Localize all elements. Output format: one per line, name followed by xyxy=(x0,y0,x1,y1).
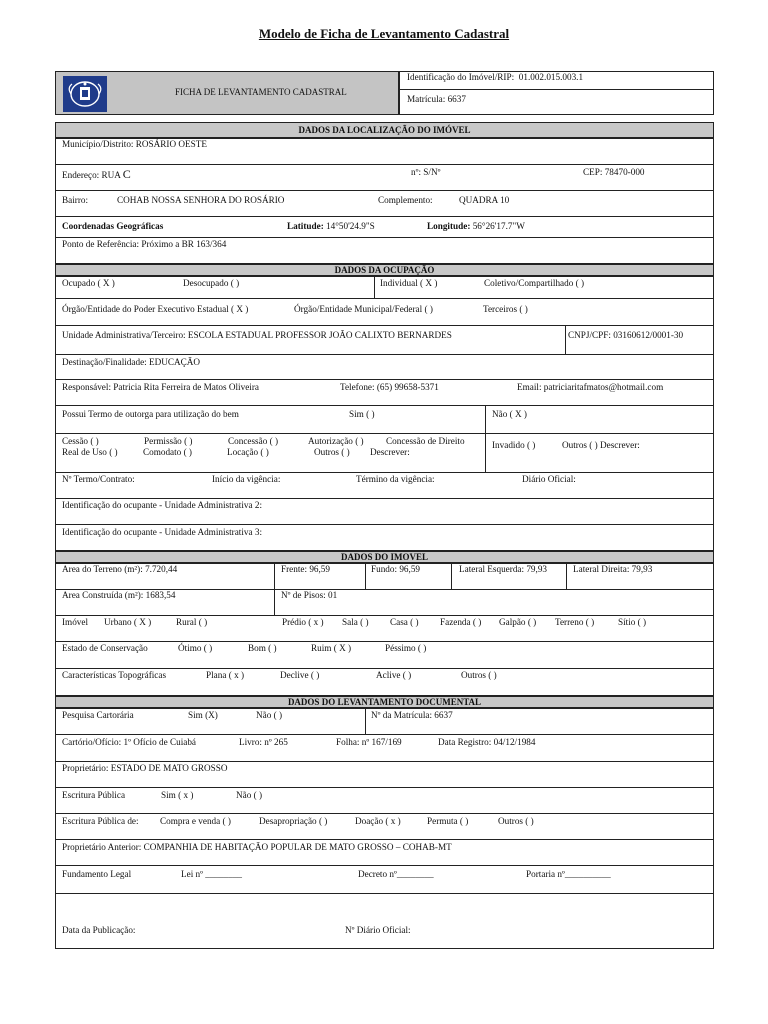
predio-checkbox[interactable]: Prédio ( x ) xyxy=(282,617,324,627)
sala-checkbox[interactable]: Sala ( ) xyxy=(342,617,369,627)
plana-checkbox[interactable]: Plana ( x ) xyxy=(206,670,245,680)
pesquisa-cartoraria-label: Pesquisa Cartorária xyxy=(62,710,134,720)
latitude-field: Latitude: 14°50'24.9"S xyxy=(287,221,375,231)
declive-checkbox[interactable]: Declive ( ) xyxy=(280,670,320,680)
desapropriacao-checkbox[interactable]: Desapropriação ( ) xyxy=(259,816,328,826)
invadido-checkbox[interactable]: Invadido ( ) xyxy=(492,440,536,450)
data-registro-field: Data Registro: 04/12/1984 xyxy=(438,737,536,747)
termo-contrato-field: Nº Termo/Contrato: xyxy=(62,474,135,484)
termo-nao-checkbox[interactable]: Não ( X ) xyxy=(492,409,527,419)
section-localizacao: DADOS DA LOCALIZAÇÃO DO IMÓVEL xyxy=(55,122,714,138)
longitude-field: Longitude: 56°26'17.7"W xyxy=(427,221,525,231)
outros-checkbox[interactable]: Outros ( ) xyxy=(314,447,350,457)
desocupado-checkbox[interactable]: Desocupado ( ) xyxy=(183,278,240,288)
unidade-field: Unidade Administrativa/Terceiro: ESCOLA ESTADUAL PROFESSOR JOÃO CALIXTO BERNARDES xyxy=(62,330,452,340)
section-ocupacao: DADOS DA OCUPAÇÃO xyxy=(55,264,714,276)
descrever-label: Descrever: xyxy=(370,447,410,457)
conservacao-label: Estado de Conservação xyxy=(62,643,148,653)
individual-checkbox[interactable]: Individual ( X ) xyxy=(380,278,438,288)
otimo-checkbox[interactable]: Ótimo ( ) xyxy=(178,643,213,653)
fundamento-legal-label: Fundamento Legal xyxy=(62,869,132,879)
termo-outorga-label: Possui Termo de outorga para utilização do bem xyxy=(62,409,239,419)
section-imovel: DADOS DO IMOVEL xyxy=(55,551,714,563)
bairro-label: Bairro: xyxy=(62,195,89,205)
form-title: FICHA DE LEVANTAMENTO CADASTRAL xyxy=(175,87,347,97)
escritura-sim-checkbox[interactable]: Sim ( x ) xyxy=(161,790,194,800)
autorizacao-checkbox[interactable]: Autorização ( ) xyxy=(308,436,364,446)
coordenadas-label: Coordenadas Geográficas xyxy=(62,221,164,231)
escritura-label: Escritura Pública xyxy=(62,790,126,800)
aclive-checkbox[interactable]: Aclive ( ) xyxy=(376,670,412,680)
pesquisa-nao-checkbox[interactable]: Não ( ) xyxy=(256,710,283,720)
responsavel-field: Responsável: Patricia Rita Ferreira de Matos Oliveira xyxy=(62,382,259,392)
diario-oficial-num-field: Nº Diário Oficial: xyxy=(345,925,411,935)
ruim-checkbox[interactable]: Ruim ( X ) xyxy=(311,643,352,653)
casa-checkbox[interactable]: Casa ( ) xyxy=(390,617,419,627)
inicio-vigencia-field: Início da vigência: xyxy=(212,474,281,484)
referencia-field: Ponto de Referência: Próximo a BR 163/364 xyxy=(62,239,227,249)
concessao-direito-label: Concessão de Direito xyxy=(386,436,465,446)
fazenda-checkbox[interactable]: Fazenda ( ) xyxy=(440,617,482,627)
locacao-checkbox[interactable]: Locação ( ) xyxy=(227,447,269,457)
sitio-checkbox[interactable]: Sítio ( ) xyxy=(618,617,647,627)
pesquisa-sim-checkbox[interactable]: Sim (X) xyxy=(188,710,218,720)
numero-field: nº: S/Nº xyxy=(411,167,441,177)
permuta-checkbox[interactable]: Permuta ( ) xyxy=(427,816,469,826)
complemento-value: QUADRA 10 xyxy=(459,195,510,205)
urbano-checkbox[interactable]: Urbano ( X ) xyxy=(104,617,152,627)
bom-checkbox[interactable]: Bom ( ) xyxy=(248,643,277,653)
complemento-label: Complemento: xyxy=(378,195,433,205)
termino-vigencia-field: Término da vigência: xyxy=(356,474,435,484)
section-documental: DADOS DO LEVANTAMENTO DOCUMENTAL xyxy=(55,696,714,708)
terreno-checkbox[interactable]: Terreno ( ) xyxy=(555,617,595,627)
ident-ocupante-2: Identificação do ocupante - Unidade Administrativa 2: xyxy=(62,500,263,510)
bairro-value: COHAB NOSSA SENHORA DO ROSÁRIO xyxy=(117,195,285,205)
cnpj-field: CNPJ/CPF: 03160612/0001-30 xyxy=(568,330,684,340)
imovel-label: Imóvel xyxy=(62,617,89,627)
area-construida-field: Area Construída (m²): 1683,54 xyxy=(62,590,176,600)
termo-sim-checkbox[interactable]: Sim ( ) xyxy=(349,409,375,419)
diario-oficial-field: Diário Oficial: xyxy=(522,474,576,484)
doc-matricula-field: Nº da Matrícula: 6637 xyxy=(371,710,453,720)
decreto-field: Decreto nº________ xyxy=(358,869,434,879)
galpao-checkbox[interactable]: Galpão ( ) xyxy=(499,617,537,627)
coletivo-checkbox[interactable]: Coletivo/Compartilhado ( ) xyxy=(484,278,585,288)
terceiros-checkbox[interactable]: Terceiros ( ) xyxy=(483,304,528,314)
rural-checkbox[interactable]: Rural ( ) xyxy=(176,617,208,627)
compra-venda-checkbox[interactable]: Compra e venda ( ) xyxy=(160,816,231,826)
escritura-de-label: Escritura Pública de: xyxy=(62,816,139,826)
cessao-checkbox[interactable]: Cessão ( ) xyxy=(62,436,99,446)
proprietario-anterior-field: Proprietário Anterior: COMPANHIA DE HABITAÇÃO POPULAR DE MATO GROSSO – COHAB-MT xyxy=(62,842,452,852)
cartorio-field: Cartório/Ofício: 1º Ofício de Cuiabá xyxy=(62,737,196,747)
pessimo-checkbox[interactable]: Péssimo ( ) xyxy=(385,643,427,653)
lateral-esquerda-field: Lateral Esquerda: 79,93 xyxy=(459,564,548,574)
fundo-field: Fundo: 96,59 xyxy=(371,564,421,574)
cep-field: CEP: 78470-000 xyxy=(583,167,645,177)
outros-descrever-checkbox[interactable]: Outros ( ) Descrever: xyxy=(562,440,640,450)
municipio-field: Município/Distrito: ROSÁRIO OESTE xyxy=(62,139,207,149)
concessao-checkbox[interactable]: Concessão ( ) xyxy=(228,436,279,446)
outros-topo-checkbox[interactable]: Outros ( ) xyxy=(461,670,497,680)
page-title: Modelo de Ficha de Levantamento Cadastral xyxy=(258,26,510,41)
comodato-checkbox[interactable]: Comodato ( ) xyxy=(143,447,192,457)
topografia-label: Características Topográficas xyxy=(62,670,167,680)
folha-field: Folha: nº 167/169 xyxy=(336,737,402,747)
outros-escritura-checkbox[interactable]: Outros ( ) xyxy=(498,816,534,826)
state-coat-of-arms-icon xyxy=(63,76,107,112)
email-field: Email: patriciaritafmatos@hotmail.com xyxy=(517,382,664,392)
permissao-checkbox[interactable]: Permissão ( ) xyxy=(144,436,193,446)
pisos-field: Nº de Pisos: 01 xyxy=(281,590,338,600)
ocupado-checkbox[interactable]: Ocupado ( X ) xyxy=(62,278,115,288)
proprietario-field: Proprietário: ESTADO DE MATO GROSSO xyxy=(62,763,228,773)
destinacao-field: Destinação/Finalidade: EDUCAÇÃO xyxy=(62,357,201,367)
escritura-nao-checkbox[interactable]: Não ( ) xyxy=(236,790,263,800)
lei-field: Lei nº ________ xyxy=(181,869,243,879)
endereco-field: Endereço: RUA C xyxy=(62,167,131,181)
orgao-estadual-checkbox[interactable]: Órgão/Entidade do Poder Executivo Estadual ( X ) xyxy=(62,304,249,314)
portaria-field: Portaria nº__________ xyxy=(526,869,611,879)
lateral-direita-field: Lateral Direita: 79,93 xyxy=(573,564,653,574)
orgao-municipal-checkbox[interactable]: Órgão/Entidade Municipal/Federal ( ) xyxy=(294,304,433,314)
data-publicacao-field: Data da Publicação: xyxy=(62,925,136,935)
rip-field: Identificação do Imóvel/RIP: 01.002.015.003.1 xyxy=(407,72,584,82)
ident-ocupante-3: Identificação do ocupante - Unidade Administrativa 3: xyxy=(62,527,263,537)
area-terreno-field: Area do Terreno (m²): 7.720,44 xyxy=(62,564,178,574)
header-matricula: Matrícula: 6637 xyxy=(407,94,466,104)
frente-field: Frente: 96,59 xyxy=(281,564,330,574)
real-uso-checkbox[interactable]: Real de Uso ( ) xyxy=(62,447,118,457)
telefone-field: Telefone: (65) 99658-5371 xyxy=(340,382,439,392)
doacao-checkbox[interactable]: Doação ( x ) xyxy=(355,816,401,826)
livro-field: Livro: nº 265 xyxy=(239,737,288,747)
